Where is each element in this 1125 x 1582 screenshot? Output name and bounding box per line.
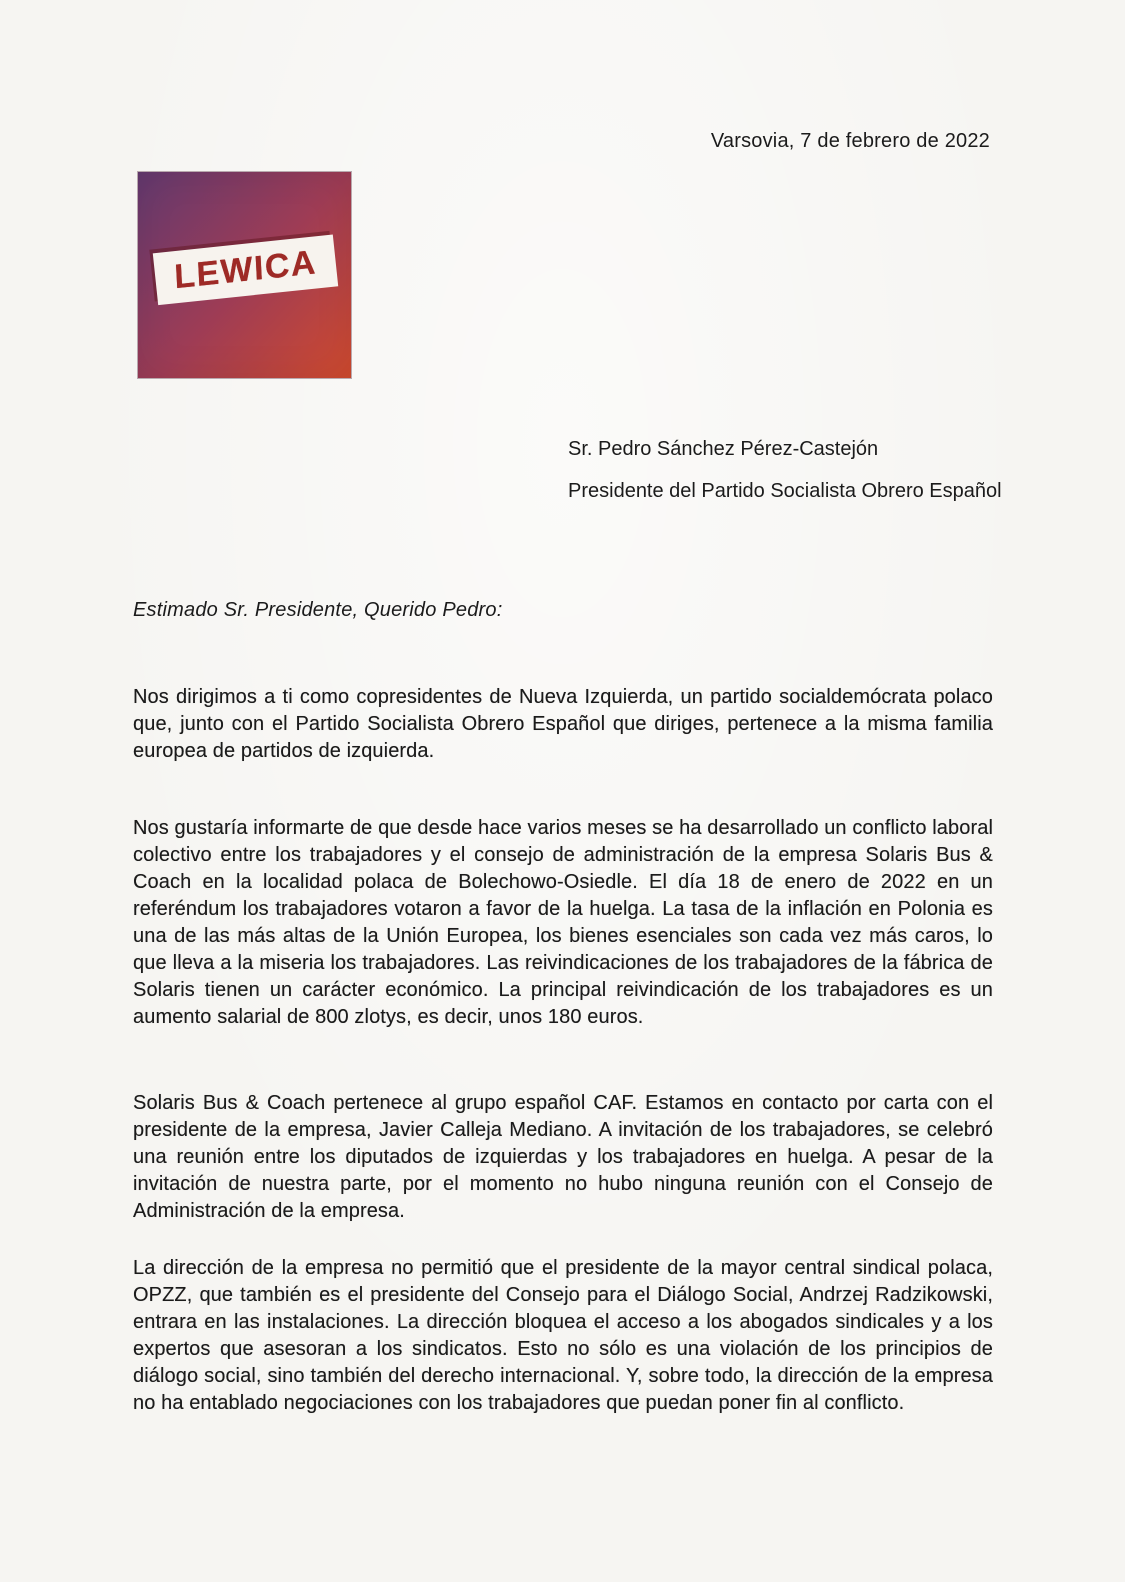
paragraph-caf-contact: Solaris Bus & Coach pertenece al grupo español CAF. Estamos en contacto por carta con el presidente de la empresa, Javier Calleja Mediano. A invitación de los trabajadores, se celebró una reunión entre los diputados de izquierdas y los trabajadores en huelga. A pesar de la invitación de nuestra parte, por el momento no hubo ninguna reunión con el Consejo de Administración de la empresa.: [133, 1092, 993, 1222]
paragraph-management-criticism: La dirección de la empresa no permitió que el presidente de la mayor central sindical polaca, OPZZ, que también es el presidente del Consejo para el Diálogo Social, Andrzej Radzikowski, entrara en las instalaciones. La dirección bloquea el acceso a los abogados sindicales y a los expertos que asesoran a los sindicatos. Esto no sólo es una violación de los principios de diálogo social, sino también del derecho internacional. Y, sobre todo, la dirección de la empresa no ha entablado negociaciones con los trabajadores que puedan poner fin al conflicto.: [133, 1257, 993, 1414]
salutation-line: Estimado Sr. Presidente, Querido Pedro:: [133, 599, 503, 621]
letter-date: Varsovia, 7 de febrero de 2022: [710, 130, 990, 152]
lewica-logo-banner: [153, 234, 339, 305]
recipient-name: Sr. Pedro Sánchez Pérez-Castejón: [568, 438, 879, 460]
paragraph-conflict-description: Nos gustaría informarte de que desde hace varios meses se ha desarrollado un conflicto laboral colectivo entre los trabajadores y el consejo de administración de la empresa Solaris Bus & Coach en la localidad polaca de Bolechowo-Osiedle. El día 18 de enero de 2022 en un referéndum los trabajadores votaron a favor de la huelga. La tasa de la inflación en Polonia es una de las más altas de la Unión Europea, los bienes esenciales son cada vez más caros, lo que lleva a la miseria los trabajadores. Las reivindicaciones de los trabajadores de la fábrica de Solaris tienen un carácter económico. La principal reivindicación de los trabajadores es un aumento salarial de 800 zlotys, es decir, unos 180 euros.: [133, 817, 993, 1028]
lewica-logo-wordmark: LEWICA: [173, 242, 318, 296]
lewica-logo: [138, 172, 351, 378]
recipient-block: [568, 428, 1002, 512]
recipient-title: Presidente del Partido Socialista Obrero Español: [568, 480, 1002, 502]
paragraph-introduction: Nos dirigimos a ti como copresidentes de Nueva Izquierda, un partido socialdemócrata polaco que, junto con el Partido Socialista Obrero Español que diriges, pertenece a la misma familia europea de partidos de izquierda.: [133, 686, 993, 762]
